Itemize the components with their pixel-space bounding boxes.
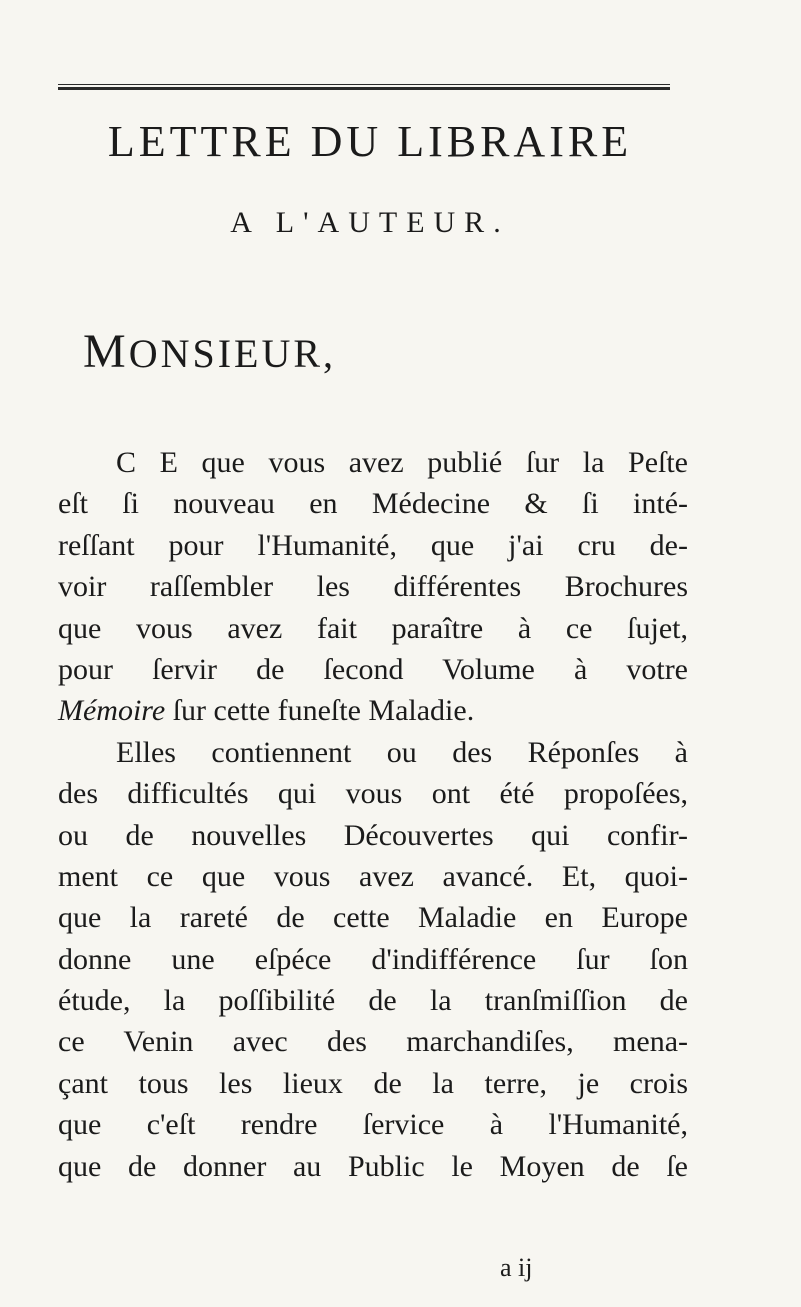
text-line: [58, 1187, 688, 1228]
text-line: eſt ſi nouveau en Médecine & ſi inté-: [58, 487, 688, 521]
text-line: pour ſervir de ſecond Volume à votre: [58, 652, 688, 686]
italic-title-word: Mémoire: [58, 694, 166, 728]
text-line: Mémoire ſur cette funeſte Maladie.: [58, 694, 475, 728]
text-line: ment ce que vous avez avancé. Et, quoi-: [58, 859, 688, 893]
text-line: C E que vous avez publié ſur la Peſte: [116, 446, 688, 479]
text-line: voir raſſembler les différentes Brochures: [58, 570, 688, 604]
signature-mark: a ij: [500, 1253, 533, 1282]
text-line: ou de nouvelles Découvertes qui confir-: [58, 818, 688, 852]
text-line: ce Venin avec des marchandiſes, mena-: [58, 1025, 688, 1059]
text-line: étude, la poſſibilité de la tranſmiſſion de: [58, 984, 688, 1018]
salutation: [83, 325, 337, 378]
text-line: çant tous les lieux de la terre, je crois: [58, 1066, 688, 1100]
text-line: que vous avez fait paraître à ce ſujet,: [58, 611, 688, 645]
letter-body: [58, 442, 688, 1228]
text-line: Elles contiennent ou des Réponſes à: [116, 735, 688, 769]
salutation-initial: M: [83, 325, 129, 378]
text-line: des difficultés qui vous ont été propoſées,: [58, 777, 688, 811]
salutation-rest: ONSIEUR,: [128, 331, 337, 376]
text-line: que de donner au Public le Moyen de ſe: [58, 1149, 688, 1183]
page-title: LETTRE DU LIBRAIRE: [107, 117, 633, 166]
page-subtitle: A L'AUTEUR.: [230, 206, 510, 239]
text-line: que c'eſt rendre ſervice à l'Humanité,: [58, 1108, 688, 1142]
ornamental-rule: [58, 84, 670, 90]
text-line: donne une eſpéce d'indifférence ſur ſon: [58, 942, 688, 976]
text-line: reſſant pour l'Humanité, que j'ai cru de-: [58, 528, 688, 562]
text-line: que la rareté de cette Maladie en Europe: [58, 901, 688, 935]
